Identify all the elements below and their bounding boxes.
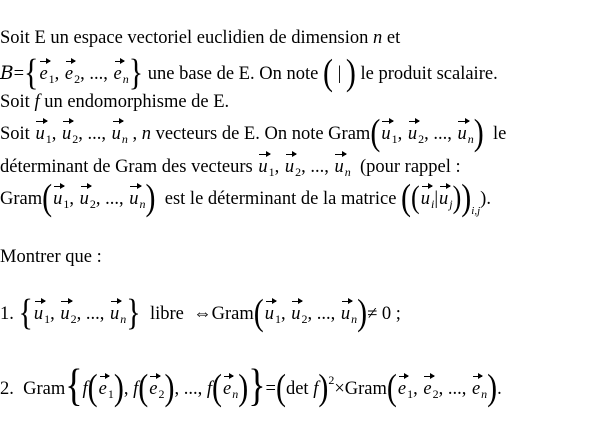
line-4: Soit $u_1$, $u_2$, ..., $u_n$ , n vecteurs de E. On note $Gram(u_1$, $u_2$, ..., $u_n$) le bbox=[0, 111, 507, 153]
line-9: 2. $Gram\{f(e_1)$, $f(e_2)$, ..., $f(e_n)\}=(\det$ $f)^2\times Gram(e_1$, $e_2$, ..., $e_n$). bbox=[0, 360, 502, 410]
line-2-tail: une base de E. On note bbox=[147, 64, 319, 84]
line-7 bbox=[0, 246, 102, 268]
item-2-gram2: Gram bbox=[344, 379, 387, 399]
line-4-c: le bbox=[492, 124, 507, 144]
item-2-end: . bbox=[497, 379, 502, 399]
item-1-end: ≠ 0 ; bbox=[367, 304, 401, 324]
line-5-b: (pour rappel : bbox=[359, 157, 461, 177]
item-2-det: det bbox=[285, 379, 309, 399]
line-1: Soit E un espace vectoriel euclidien de dimension n et bbox=[0, 28, 401, 48]
line-6: $Gram(u_1$, $u_2$, ..., $u_n$) est le déterminant de la matrice $((u_i|u_j))_{i,j}$). bbox=[0, 176, 491, 218]
line-5: déterminant de Gram des vecteurs $u_1$, $u_2$, ..., $u_n$ (pour rappel : bbox=[0, 152, 461, 183]
item-1-gram: Gram bbox=[211, 304, 254, 324]
line-6-end: ). bbox=[480, 189, 491, 209]
line-4-a: Soit bbox=[0, 124, 30, 144]
line-2: $B=\{e_1$, $e_2$, ..., $e_n$} une base de E. On note ( | ) le produit scalaire. bbox=[0, 51, 498, 93]
line-6-b: est le déterminant de la matrice bbox=[164, 189, 397, 209]
line-7-text: Montrer que : bbox=[0, 247, 102, 267]
item-1-number: 1. bbox=[0, 304, 14, 324]
item-2-number: 2. bbox=[0, 379, 14, 399]
item-2-gram: Gram bbox=[23, 379, 66, 399]
item-1-libre: libre bbox=[149, 304, 184, 324]
line-5-a: déterminant de Gram des vecteurs bbox=[0, 157, 253, 177]
line-2-end: le produit scalaire. bbox=[360, 64, 498, 84]
line-8: 1. {$u_1$, $u_2$, ..., $u_n$} libre $\Leftrightarrow Gram(u_1$, $u_2$, ..., $u_n)\ne 0$ ; bbox=[0, 291, 401, 333]
line-6-a: Gram bbox=[0, 189, 43, 209]
line-3: Soit f un endomorphisme de E. bbox=[0, 92, 230, 112]
